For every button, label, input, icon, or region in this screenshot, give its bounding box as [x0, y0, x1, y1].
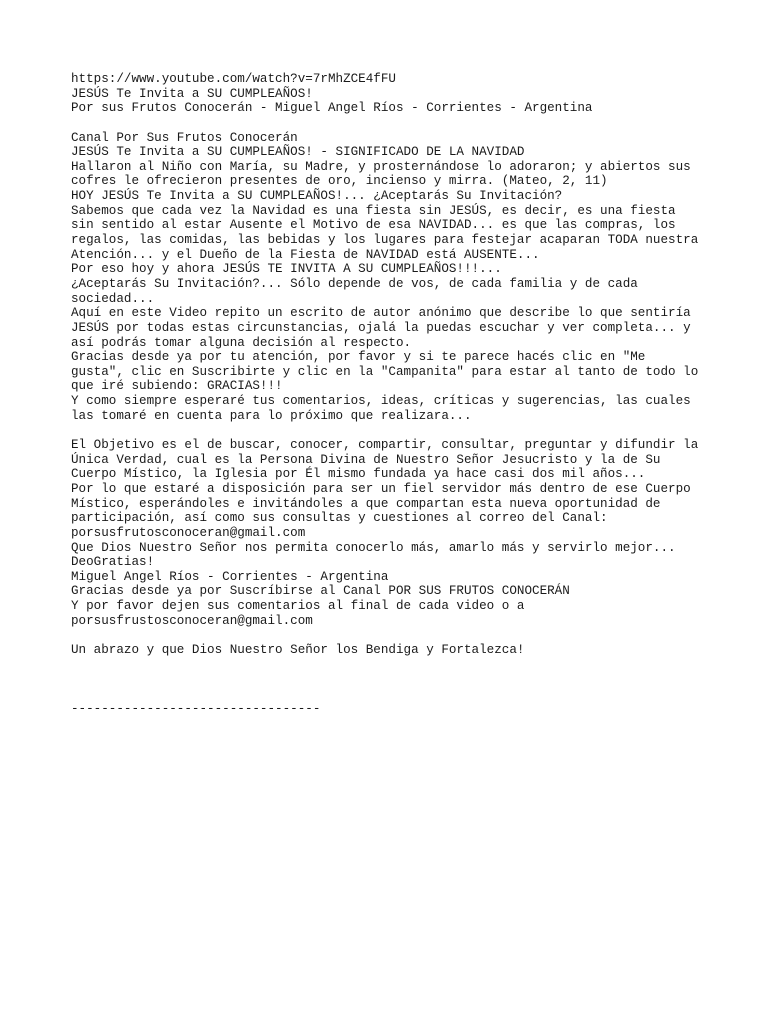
- document-line: https://www.youtube.com/watch?v=7rMhZCE4fFU: [71, 72, 396, 86]
- document-page: [71, 72, 731, 716]
- document-line: porsusfrustosconoceran@gmail.com: [71, 613, 313, 628]
- document-line: Aquí en este Video repito un escrito de autor anónimo que describe lo que sentiría: [71, 306, 691, 321]
- document-line: Y como siempre esperaré tus comentarios, ideas, críticas y sugerencias, las cuales: [71, 394, 691, 409]
- blank-line: [71, 658, 731, 673]
- document-line: Gracias desde ya por Suscríbirse al Canal POR SUS FRUTOS CONOCERÁN: [71, 584, 570, 599]
- document-line: cofres le ofrecieron presentes de oro, incienso y mirra. (Mateo, 2, 11): [71, 174, 608, 189]
- document-line: ¿Aceptarás Su Invitación?... Sólo depende de vos, de cada familia y de cada: [71, 276, 638, 291]
- document-line: Única Verdad, cual es la Persona Divina de Nuestro Señor Jesucristo y la de Su: [71, 452, 661, 467]
- document-line: DeoGratias!: [71, 555, 155, 570]
- document-line: El Objetivo es el de buscar, conocer, compartir, consultar, preguntar y difundir la: [71, 438, 699, 453]
- document-line: Por sus Frutos Conocerán - Miguel Angel Ríos - Corrientes - Argentina: [71, 101, 593, 116]
- document-line: HOY JESÚS Te Invita a SU CUMPLEAÑOS!... ¿Aceptarás Su Invitación?: [71, 189, 563, 204]
- document-line: Miguel Angel Ríos - Corrientes - Argentina: [71, 569, 389, 584]
- blank-line: [71, 628, 731, 643]
- document-line: Hallaron al Niño con María, su Madre, y prosternándose lo adoraron; y abiertos sus: [71, 159, 691, 174]
- document-line: Canal Por Sus Frutos Conocerán: [71, 130, 298, 145]
- document-line: así podrás tomar alguna decisión al respecto.: [71, 335, 412, 350]
- blank-line: [71, 116, 731, 131]
- document-line: las tomaré en cuenta para lo próximo que realizara...: [71, 408, 472, 423]
- blank-line: [71, 672, 731, 687]
- document-line: Por eso hoy y ahora JESÚS TE INVITA A SU CUMPLEAÑOS!!!...: [71, 262, 502, 277]
- document-line: Cuerpo Místico, la Iglesia por Él mismo fundada ya hace casi dos mil años...: [71, 467, 646, 482]
- document-line: regalos, las comidas, las bebidas y los lugares para festejar acaparan TODA nuestra: [71, 233, 699, 248]
- document-line: Por lo que estaré a disposición para ser un fiel servidor más dentro de ese Cuerpo: [71, 481, 691, 496]
- document-line: Que Dios Nuestro Señor nos permita conocerlo más, amarlo más y servirlo mejor...: [71, 540, 676, 555]
- document-line: porsusfrutosconoceran@gmail.com: [71, 525, 306, 540]
- document-line: JESÚS por todas estas circunstancias, ojalá la puedas escuchar y ver completa... y: [71, 320, 691, 335]
- document-line: participación, así como sus consultas y cuestiones al correo del Canal:: [71, 511, 608, 526]
- document-line: ---------------------------------: [71, 701, 321, 716]
- document-line: Atención... y el Dueño de la Fiesta de NAVIDAD está AUSENTE...: [71, 247, 540, 262]
- document-line: Sabemos que cada vez la Navidad es una fiesta sin JESÚS, es decir, es una fiesta: [71, 203, 676, 218]
- document-line: Y por favor dejen sus comentarios al final de cada video o a: [71, 599, 525, 614]
- document-line: gusta", clic en Suscribirte y clic en la "Campanita" para estar al tanto de todo lo: [71, 364, 699, 379]
- document-line: que iré subiendo: GRACIAS!!!: [71, 379, 283, 394]
- document-line: Gracias desde ya por tu atención, por favor y si te parece hacés clic en "Me: [71, 350, 646, 365]
- document-line: JESÚS Te Invita a SU CUMPLEAÑOS!: [71, 86, 313, 101]
- document-line: JESÚS Te Invita a SU CUMPLEAÑOS! - SIGNIFICADO DE LA NAVIDAD: [71, 145, 525, 160]
- document-line: sociedad...: [71, 291, 155, 306]
- document-line: sin sentido al estar Ausente el Motivo de esa NAVIDAD... es que las compras, los: [71, 218, 676, 233]
- document-line: Un abrazo y que Dios Nuestro Señor los Bendiga y Fortalezca!: [71, 642, 525, 657]
- document-line: Místico, esperándoles e invitándoles a que compartan esta nueva oportunidad de: [71, 496, 661, 511]
- blank-line: [71, 423, 731, 438]
- blank-line: [71, 687, 731, 702]
